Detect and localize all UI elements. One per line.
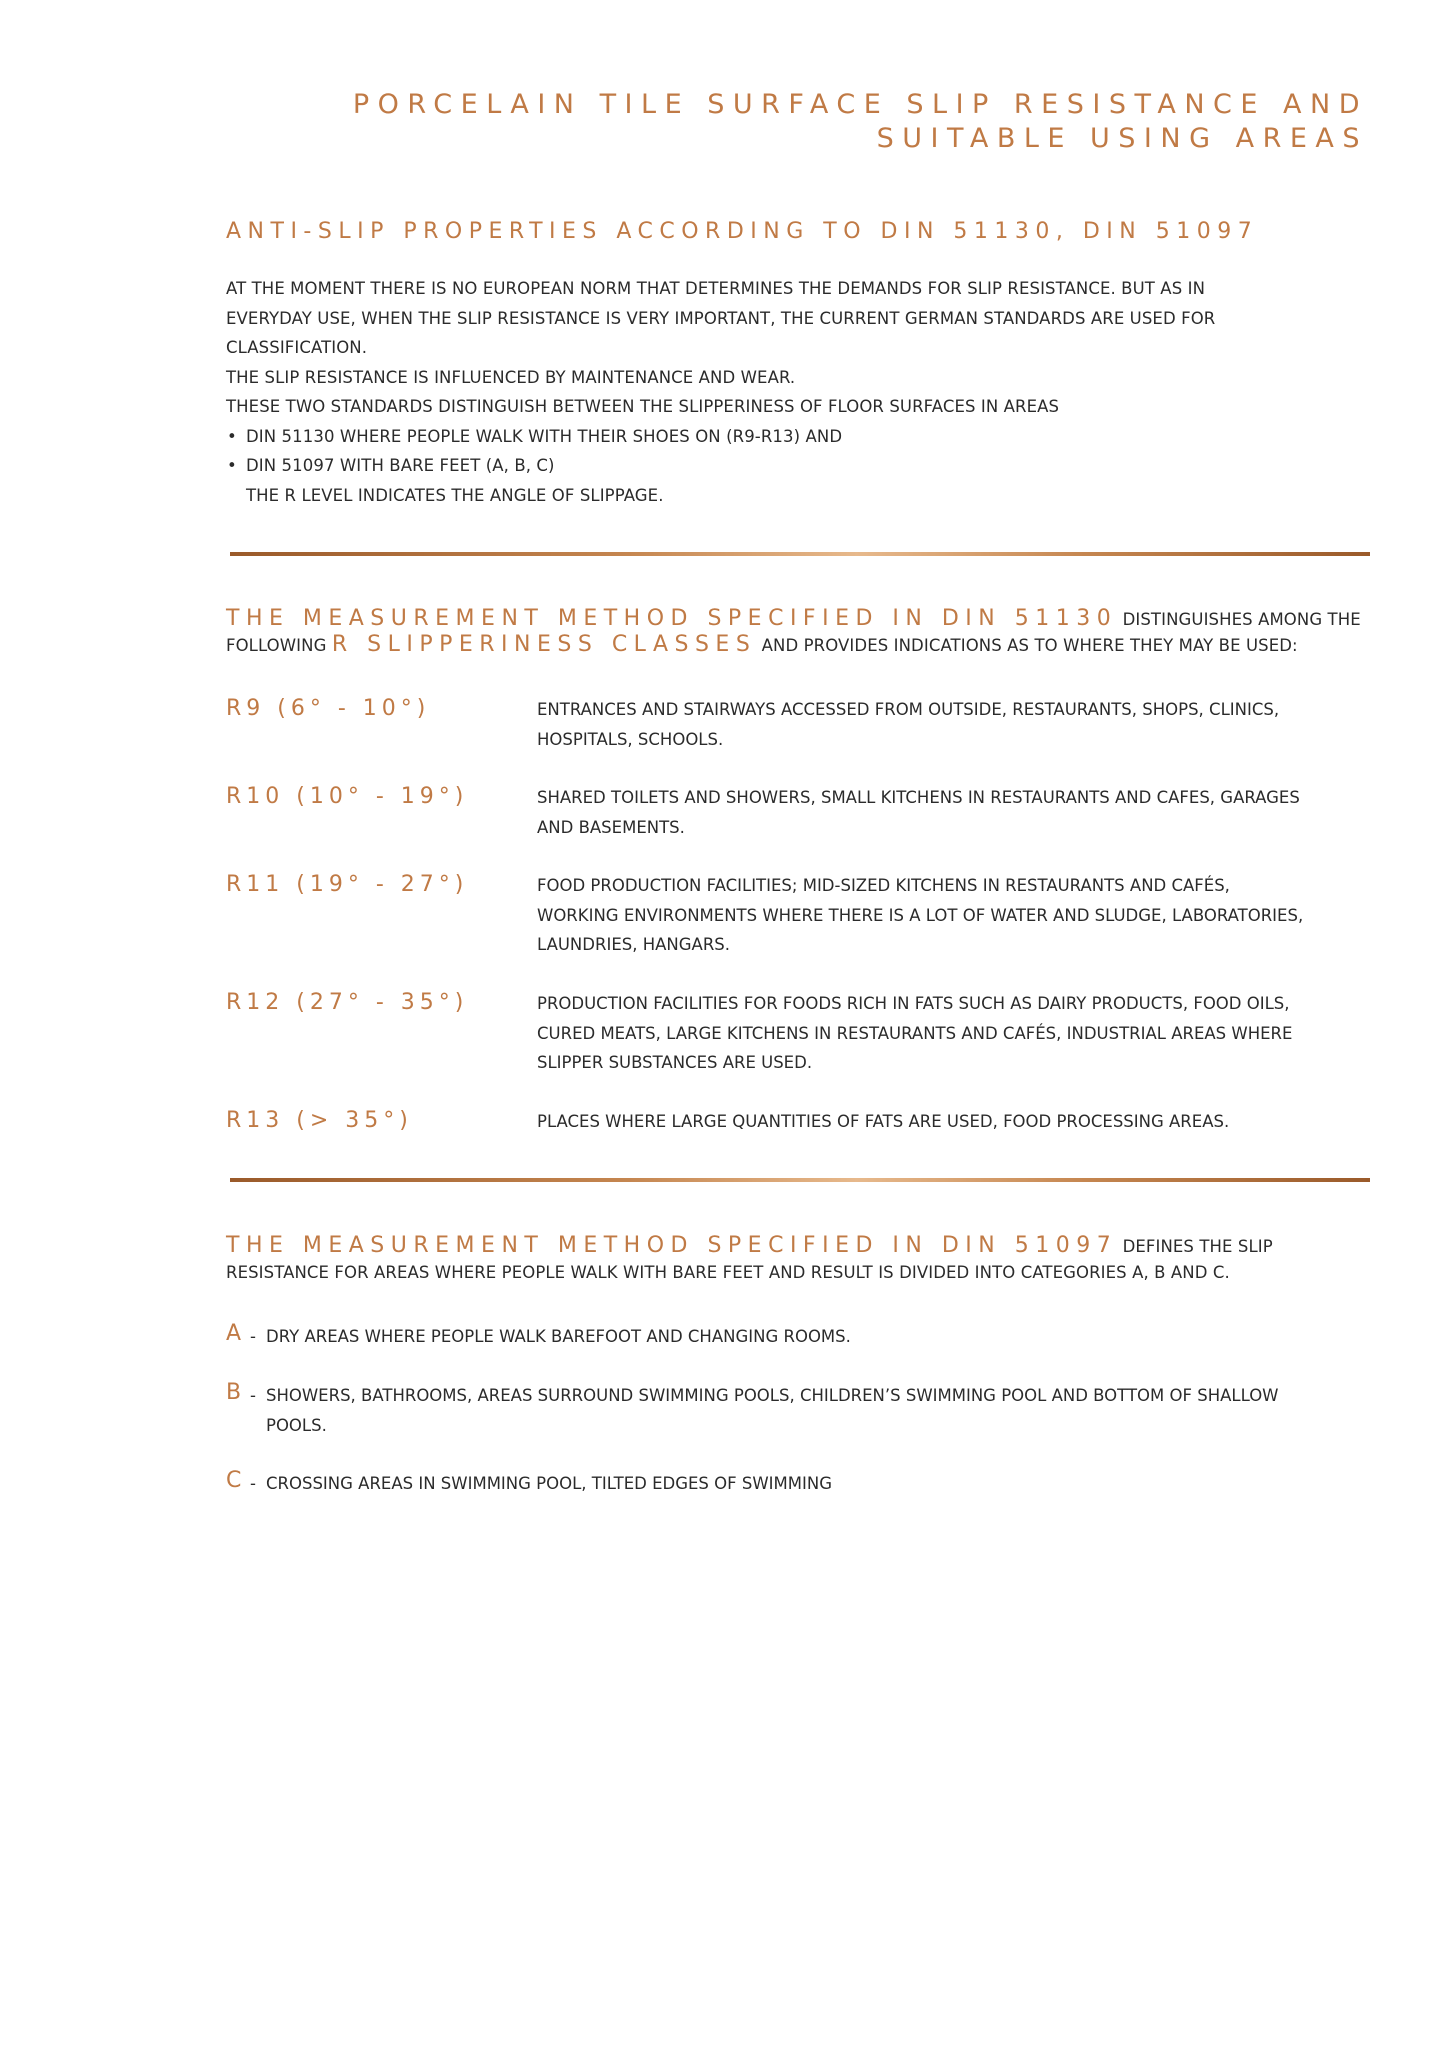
description-line: HOSPITALS, SCHOOLS. [537,729,724,749]
description-line: SLIPPER SUBSTANCES ARE USED. [537,1053,813,1072]
divider [230,1178,1370,1182]
description-line: DRY AREAS WHERE PEOPLE WALK BAREFOOT AND CHANGING ROOMS. [266,1327,851,1346]
divider [230,552,1370,556]
category-letter: B [226,1380,242,1405]
class-label: R11 (19° - 27°) [226,872,469,897]
class-description [537,989,1448,1078]
category-letter: C [226,1468,242,1493]
description-line: ENTRANCES AND STAIRWAYS ACCESSED FROM OUTSIDE, RESTAURANTS, SHOPS, CLINICS, [537,700,1280,719]
description-line: AND BASEMENTS. [537,817,685,837]
list-item: • DIN 51097 WITH BARE FEET (A, B, C) [226,451,1376,481]
category-letter: A [226,1321,242,1346]
description-line: WORKING ENVIRONMENTS WHERE THERE IS A LOT OF WATER AND SLUDGE, LABORATORIES, [537,905,1304,925]
category-description: - SHOWERS, BATHROOMS, AREAS SURROUND SWIMMING POOLS, CHILDREN’S SWIMMING POOL AND BOTTOM OF SHALLOW POOLS. [250,1381,1370,1440]
standards-list [226,422,1376,481]
category-description: - DRY AREAS WHERE PEOPLE WALK BAREFOOT AND CHANGING ROOMS. [250,1327,851,1346]
description-line: POOLS. [266,1415,327,1435]
description-line: LAUNDRIES, HANGARS. [537,935,730,954]
din-51130-heading: THE MEASUREMENT METHOD SPECIFIED IN DIN 51130 [226,606,1118,631]
body-line: THE SLIP RESISTANCE IS INFLUENCED BY MAINTENANCE AND WEAR. [226,367,796,387]
class-label: R9 (6° - 10°) [226,696,431,721]
body-line: AT THE MOMENT THERE IS NO EUROPEAN NORM THAT DETERMINES THE DEMANDS FOR SLIP RESISTANCE. BUT AS IN [226,279,1206,298]
din-51130-intro-text: FOLLOWING [226,635,327,655]
din-51097-intro-text: DEFINES THE SLIP [1122,1237,1273,1256]
class-label: R13 (> 35°) [226,1108,413,1133]
anti-slip-section [226,218,1376,510]
anti-slip-body [226,274,1376,510]
class-description [537,783,1448,842]
din-51130-intro-line-2 [226,631,1376,661]
anti-slip-heading: ANTI-SLIP PROPERTIES ACCORDING TO DIN 51130, DIN 51097 [226,219,1259,244]
class-label: R12 (27° - 35°) [226,990,469,1015]
din-51130-intro-text: AND PROVIDES INDICATIONS AS TO WHERE THEY MAY BE USED: [761,635,1298,655]
description-line: SHARED TOILETS AND SHOWERS, SMALL KITCHENS IN RESTAURANTS AND CAFES, GARAGES [537,788,1300,807]
din-51130-section [226,605,1376,1133]
description-line: CURED MEATS, LARGE KITCHENS IN RESTAURANTS AND CAFÉS, INDUSTRIAL AREAS WHERE [537,1023,1293,1043]
description-line: CROSSING AREAS IN SWIMMING POOL, TILTED EDGES OF SWIMMING [266,1474,832,1493]
body-line: CLASSIFICATION. [226,338,368,357]
body-line: EVERYDAY USE, WHEN THE SLIP RESISTANCE IS VERY IMPORTANT, THE CURRENT GERMAN STANDARDS ARE USED FOR [226,308,1216,328]
class-label: R10 (10° - 19°) [226,784,469,809]
category-description: - CROSSING AREAS IN SWIMMING POOL, TILTED EDGES OF SWIMMING [250,1474,832,1493]
din-51097-intro-line-2: RESISTANCE FOR AREAS WHERE PEOPLE WALK WITH BARE FEET AND RESULT IS DIVIDED INTO CATEGORIES A, B AND C. [226,1262,1230,1282]
body-line: THESE TWO STANDARDS DISTINGUISH BETWEEN THE SLIPPERINESS OF FLOOR SURFACES IN AREAS [226,397,1060,416]
din-51097-section [226,1232,1376,1493]
class-description [537,695,1448,754]
din-51097-heading: THE MEASUREMENT METHOD SPECIFIED IN DIN 51097 [226,1233,1118,1258]
description-line: SHOWERS, BATHROOMS, AREAS SURROUND SWIMMING POOLS, CHILDREN’S SWIMMING POOL AND BOTTOM OF SHALLOW [266,1386,1279,1405]
description-line: PRODUCTION FACILITIES FOR FOODS RICH IN FATS SUCH AS DAIRY PRODUCTS, FOOD OILS, [537,994,1290,1013]
page-title-line-1: PORCELAIN TILE SURFACE SLIP RESISTANCE AND [352,89,1368,120]
page-title-line-2: SUITABLE USING AREAS [876,123,1368,154]
class-description [537,1107,1448,1137]
page-title [268,88,1368,156]
description-line: PLACES WHERE LARGE QUANTITIES OF FATS ARE USED, FOOD PROCESSING AREAS. [537,1112,1230,1131]
r-level-note: THE R LEVEL INDICATES THE ANGLE OF SLIPPAGE. [246,485,664,505]
class-description [537,871,1448,960]
list-item: • DIN 51130 WHERE PEOPLE WALK WITH THEIR SHOES ON (R9-R13) AND [226,422,1376,452]
description-line: FOOD PRODUCTION FACILITIES; MID-SIZED KITCHENS IN RESTAURANTS AND CAFÉS, [537,876,1230,895]
r-classes-heading: R SLIPPERINESS CLASSES [331,631,757,657]
din-51130-intro-text: DISTINGUISHES AMONG THE [1122,610,1361,629]
